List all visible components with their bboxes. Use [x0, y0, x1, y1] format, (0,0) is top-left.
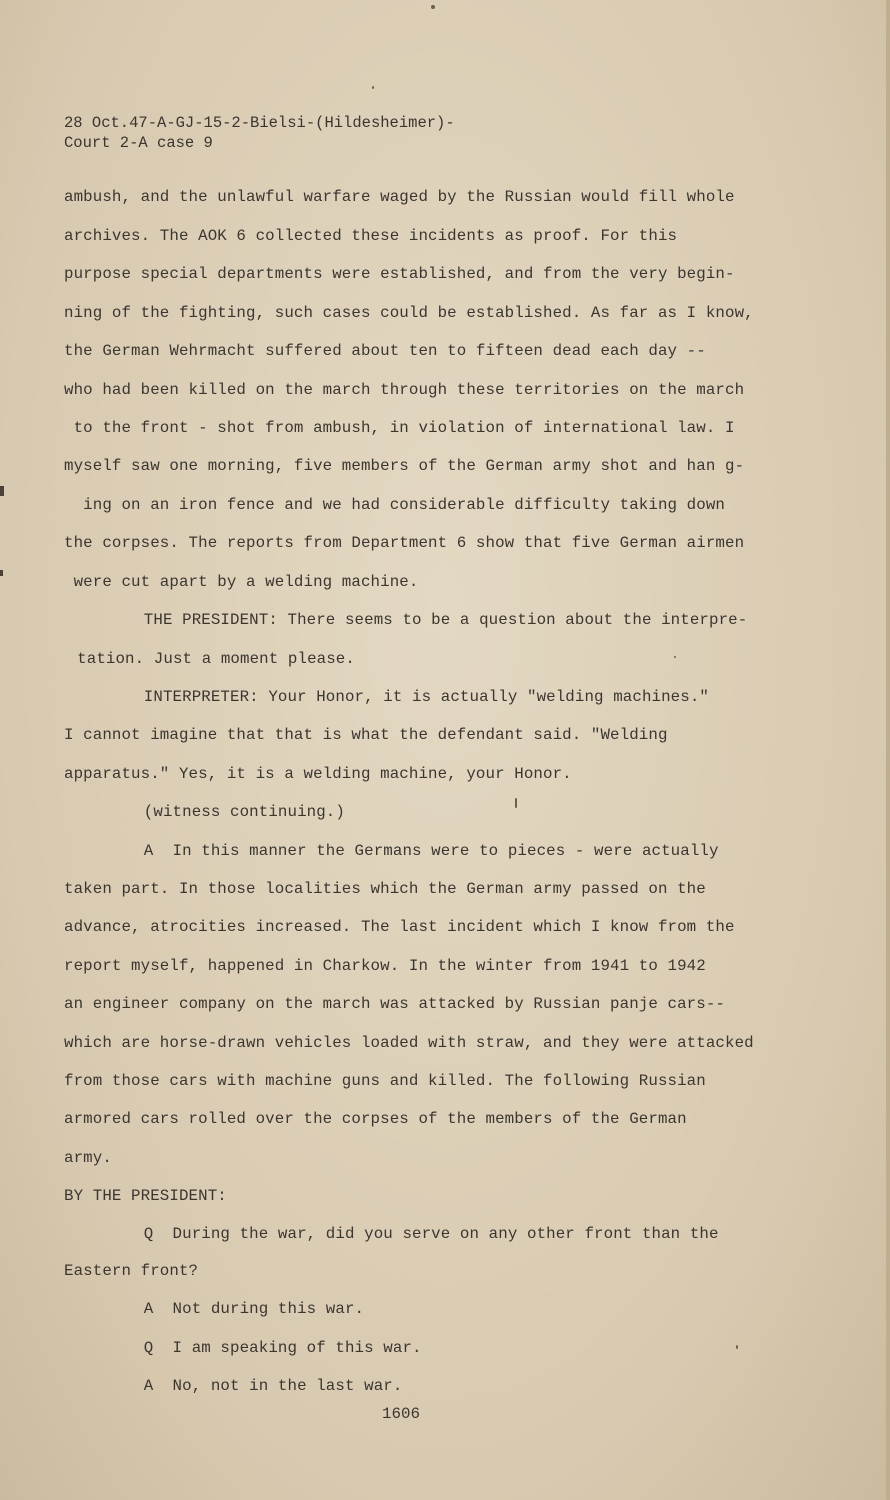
paper-speck — [736, 1345, 738, 1349]
header-line-2: Court 2-A case 9 — [64, 134, 213, 152]
text-line: army. — [64, 1149, 112, 1167]
text-line: (witness continuing.) — [48, 803, 345, 821]
paper-speck — [674, 656, 676, 658]
text-line: taken part. In those localities which the German army passed on the — [64, 880, 706, 898]
binding-mark — [0, 486, 4, 496]
text-line: to the front - shot from ambush, in violation of international law. I — [64, 419, 735, 437]
text-line: tation. Just a moment please. — [58, 650, 355, 668]
text-line: A No, not in the last war. — [48, 1377, 403, 1395]
binding-mark — [0, 570, 3, 576]
text-line: myself saw one morning, five members of the German army shot and han g- — [64, 457, 745, 475]
text-line: armored cars rolled over the corpses of the members of the German — [64, 1110, 687, 1128]
header-line-1: 28 Oct.47-A-GJ-15-2-Bielsi-(Hildesheimer)- — [64, 114, 455, 132]
text-line: who had been killed on the march through these territories on the march — [64, 381, 745, 399]
text-line: Eastern front? — [64, 1262, 199, 1280]
text-line: from those cars with machine guns and killed. The following Russian — [64, 1072, 706, 1090]
text-line: ambush, and the unlawful warfare waged by the Russian would fill whole — [64, 188, 735, 206]
document-header — [64, 113, 455, 153]
text-line: advance, atrocities increased. The last incident which I know from the — [64, 918, 735, 936]
text-line: A Not during this war. — [48, 1300, 365, 1318]
text-line: Q During the war, did you serve on any other front than the — [48, 1225, 719, 1243]
text-line: report myself, happened in Charkow. In the winter from 1941 to 1942 — [64, 957, 706, 975]
page-number: 1606 — [382, 1405, 420, 1423]
text-line: the corpses. The reports from Department 6 show that five German airmen — [64, 534, 745, 552]
text-line: ning of the fighting, such cases could be established. As far as I know, — [64, 304, 754, 322]
text-line: apparatus." Yes, it is a welding machine, your Honor. — [64, 765, 572, 783]
text-line: an engineer company on the march was attacked by Russian panje cars-- — [64, 995, 725, 1013]
text-line: A In this manner the Germans were to pieces - were actually — [48, 842, 719, 860]
paper-speck — [515, 798, 517, 808]
text-line: THE PRESIDENT: There seems to be a question about the interpre- — [48, 611, 748, 629]
text-line: Q I am speaking of this war. — [48, 1339, 422, 1357]
text-line: archives. The AOK 6 collected these incidents as proof. For this — [64, 227, 678, 245]
text-line: ing on an iron fence and we had considerable difficulty taking down — [64, 496, 725, 514]
paper-speck — [372, 86, 374, 89]
text-line: INTERPRETER: Your Honor, it is actually "welding machines." — [48, 688, 709, 706]
text-line: which are horse-drawn vehicles loaded with straw, and they were attacked — [64, 1034, 754, 1052]
text-line: purpose special departments were established, and from the very begin- — [64, 265, 735, 283]
text-line: the German Wehrmacht suffered about ten to fifteen dead each day -- — [64, 342, 706, 360]
text-line: I cannot imagine that that is what the defendant said. "Welding — [64, 726, 668, 744]
text-line: BY THE PRESIDENT: — [64, 1187, 227, 1205]
text-line: were cut apart by a welding machine. — [64, 573, 419, 591]
paper-speck — [431, 5, 435, 9]
